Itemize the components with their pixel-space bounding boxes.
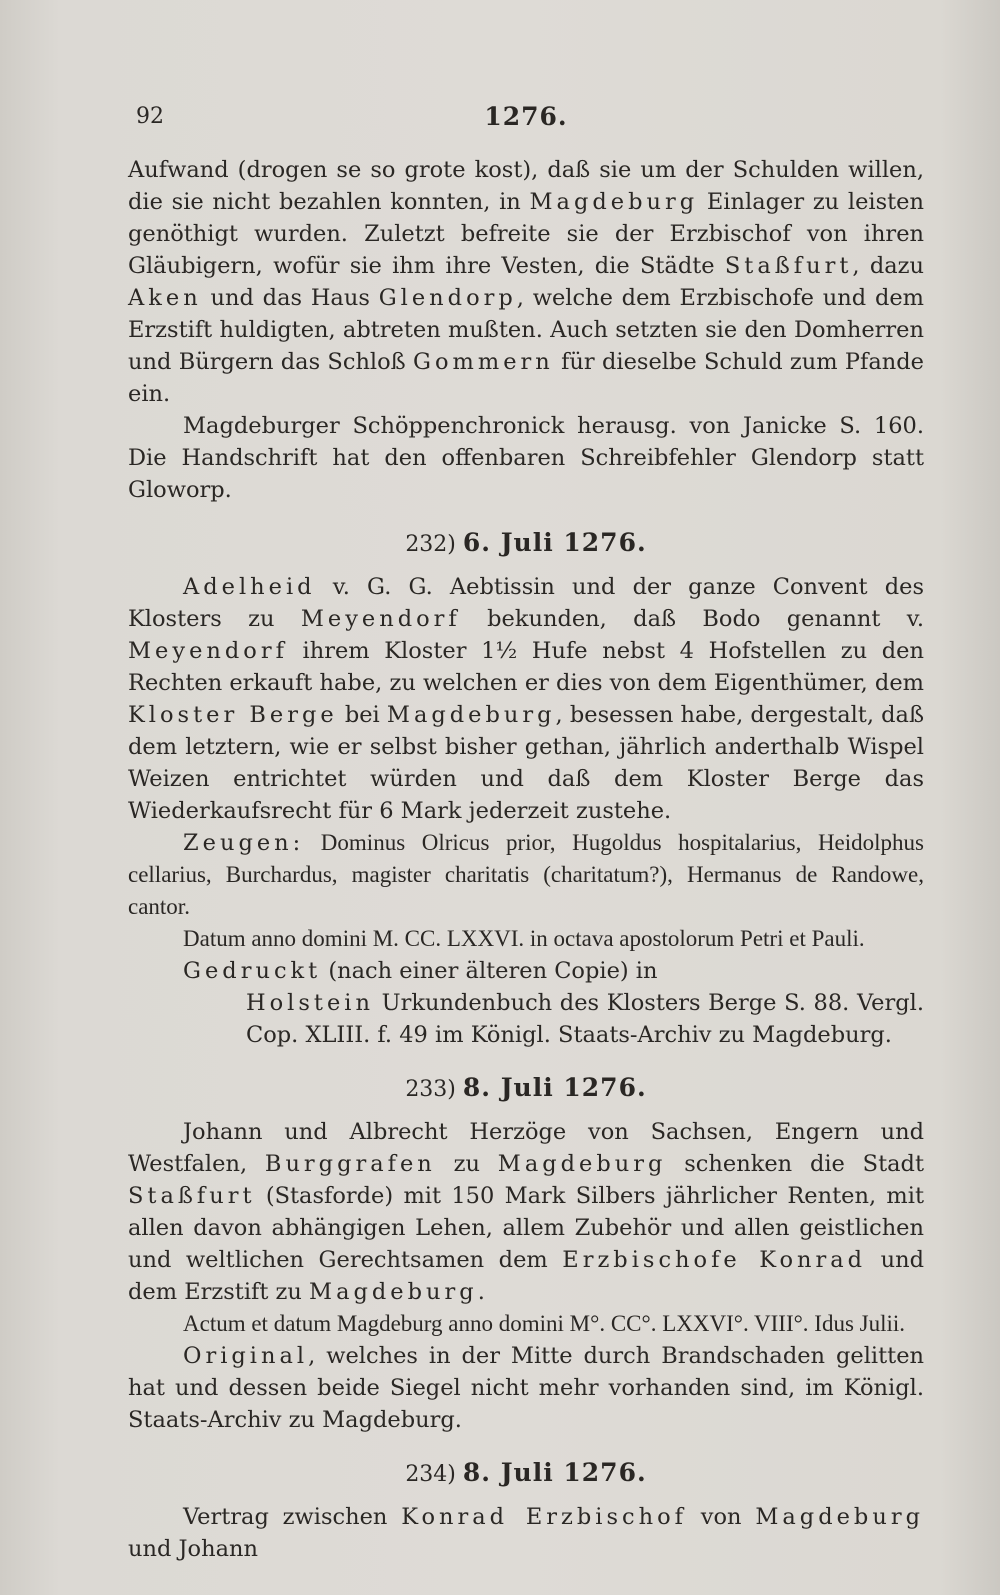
page-header (128, 100, 924, 140)
spaced-name: Staßfurt (128, 1183, 256, 1209)
spaced-name: Burggrafen (264, 1151, 436, 1177)
text-run: und das Haus (201, 285, 379, 311)
spaced-name: Meyendorf (300, 606, 461, 632)
spaced-name: Magdeburg (529, 189, 699, 215)
spaced-name: Magdeburg (755, 1504, 924, 1530)
text-run: v. G. G. Aebtissin und der ganze Convent des Klosters zu (128, 574, 924, 632)
document-summary (128, 571, 924, 827)
text-run: bekunden, daß Bodo genannt v. (460, 606, 924, 632)
document-heading-232 (128, 528, 924, 557)
original-note (128, 1340, 924, 1436)
text-run: Aufwand (drogen se so grote kost), daß sie um der Schulden willen, die sie nicht bezahlen konnten, in (128, 157, 924, 215)
printed-note (128, 955, 924, 987)
actum-line: Actum et datum Magdeburg anno domini M°. CC°. LXXVI°. VIII°. Idus Julii. (183, 1311, 906, 1336)
witnesses (128, 827, 924, 923)
text-run: Vertrag zwischen (183, 1504, 402, 1530)
text-run: für dieselbe Schuld zum Pfande ein. (128, 349, 924, 407)
text-run: bei (337, 702, 387, 728)
spaced-name: Adelheid (183, 574, 316, 600)
text-run: . (477, 1279, 485, 1305)
witnesses-label: Zeugen: (183, 830, 305, 856)
text-run: , dazu (852, 253, 924, 279)
document-summary (128, 1116, 924, 1308)
datum-line: Datum anno domini M. CC. LXXVI. in octava apostolorum Petri et Pauli. (183, 926, 865, 951)
text-run: Urkundenbuch des Klosters Berge S. 88. Vergl. Cop. XLIII. f. 49 im Königl. Staats-Archiv zu Magdeburg. (246, 990, 924, 1048)
text-run: , welches in der Mitte durch Brandschaden gelitten hat und dessen beide Siegel nicht mehr vorhanden sind, im Königl. Staats-Archiv zu Magdeburg. (128, 1343, 924, 1433)
document-date: 6. Juli 1276. (462, 528, 647, 557)
text-run: Johann und Albrecht Herzöge von Sachsen, Engern und Westfalen, (128, 1119, 924, 1177)
document-number: 232) (405, 532, 456, 557)
spaced-name: Original (183, 1343, 309, 1369)
page-number: 92 (136, 104, 164, 129)
spaced-name: Kloster Berge (128, 702, 338, 728)
text-run: Einlager zu leisten genöthigt wurden. Zuletzt befreite sie der Erzbischof von ihren Gläubigern, wofür sie ihm ihre Vesten, die Städte (128, 189, 924, 279)
document-number: 233) (405, 1077, 456, 1102)
spaced-name: Gedruckt (183, 958, 322, 984)
spaced-name: Glendorp (378, 285, 517, 311)
spaced-name: Gommern (413, 349, 554, 375)
spaced-name: Erzbischofe Konrad (562, 1247, 867, 1273)
document-date: 8. Juli 1276. (462, 1073, 647, 1102)
document-date: 8. Juli 1276. (462, 1458, 647, 1487)
printed-source (128, 987, 924, 1051)
spaced-name: Holstein (246, 990, 374, 1016)
text-run: schenken die Stadt (666, 1151, 924, 1177)
text-run: (nach einer älteren Copie) in (321, 958, 658, 984)
spaced-name: Magdeburg (386, 702, 556, 728)
spaced-name: Meyendorf (128, 638, 288, 664)
intro-paragraph (128, 154, 924, 410)
running-title: 1276. (484, 102, 568, 131)
text-run: , besessen habe, dergestalt, daß dem letztern, wie er selbst bisher gethan, jährlich anderthalb Wispel Weizen entrichtet würden und daß dem Kloster Berge das Wiederkaufsrecht für 6 Mark jederzeit zustehe. (128, 702, 924, 824)
text-run: zu (435, 1151, 498, 1177)
text-run: von (687, 1504, 756, 1530)
text-run: , welche dem Erzbischofe und dem Erzstift huldigten, abtreten mußten. Auch setzten sie den Domherren und Bürgern das Schloß (128, 285, 925, 375)
spaced-name: Magdeburg (497, 1151, 667, 1177)
text-run: ihrem Kloster 1½ Hufe nebst 4 Hofstellen zu den Rechten erkauft habe, zu welchen er dies von dem Eigenthümer, dem (128, 638, 924, 696)
source-note: Magdeburger Schöppenchronick herausg. von Janicke S. 160. Die Handschrift hat den offenbaren Schreibfehler Glendorp statt Gloworp. (128, 413, 924, 503)
text-run: (Stasforde) mit 150 Mark Silbers jährlicher Renten, mit allen davon abhängigen Lehen, allem Zubehör und allen geistlichen und weltlichen Gerechtsamen dem (128, 1183, 924, 1273)
spaced-name: Magdeburg (309, 1279, 478, 1305)
document-number: 234) (405, 1462, 456, 1487)
text-run: und Johann (128, 1536, 258, 1562)
spaced-name: Aken (128, 285, 202, 311)
document-summary (128, 1501, 924, 1565)
document-heading-234 (128, 1458, 924, 1487)
witnesses-text: Dominus Olricus prior, Hugoldus hospitalarius, Heidolphus cellarius, Burchardus, magister charitatis (charitatum?), Hermanus de Randowe, cantor. (128, 830, 924, 919)
text-run: und dem Erzstift zu (128, 1247, 924, 1305)
spaced-name: Konrad Erzbischof (401, 1504, 687, 1530)
spaced-name: Staßfurt (724, 253, 853, 279)
document-heading-233 (128, 1073, 924, 1102)
